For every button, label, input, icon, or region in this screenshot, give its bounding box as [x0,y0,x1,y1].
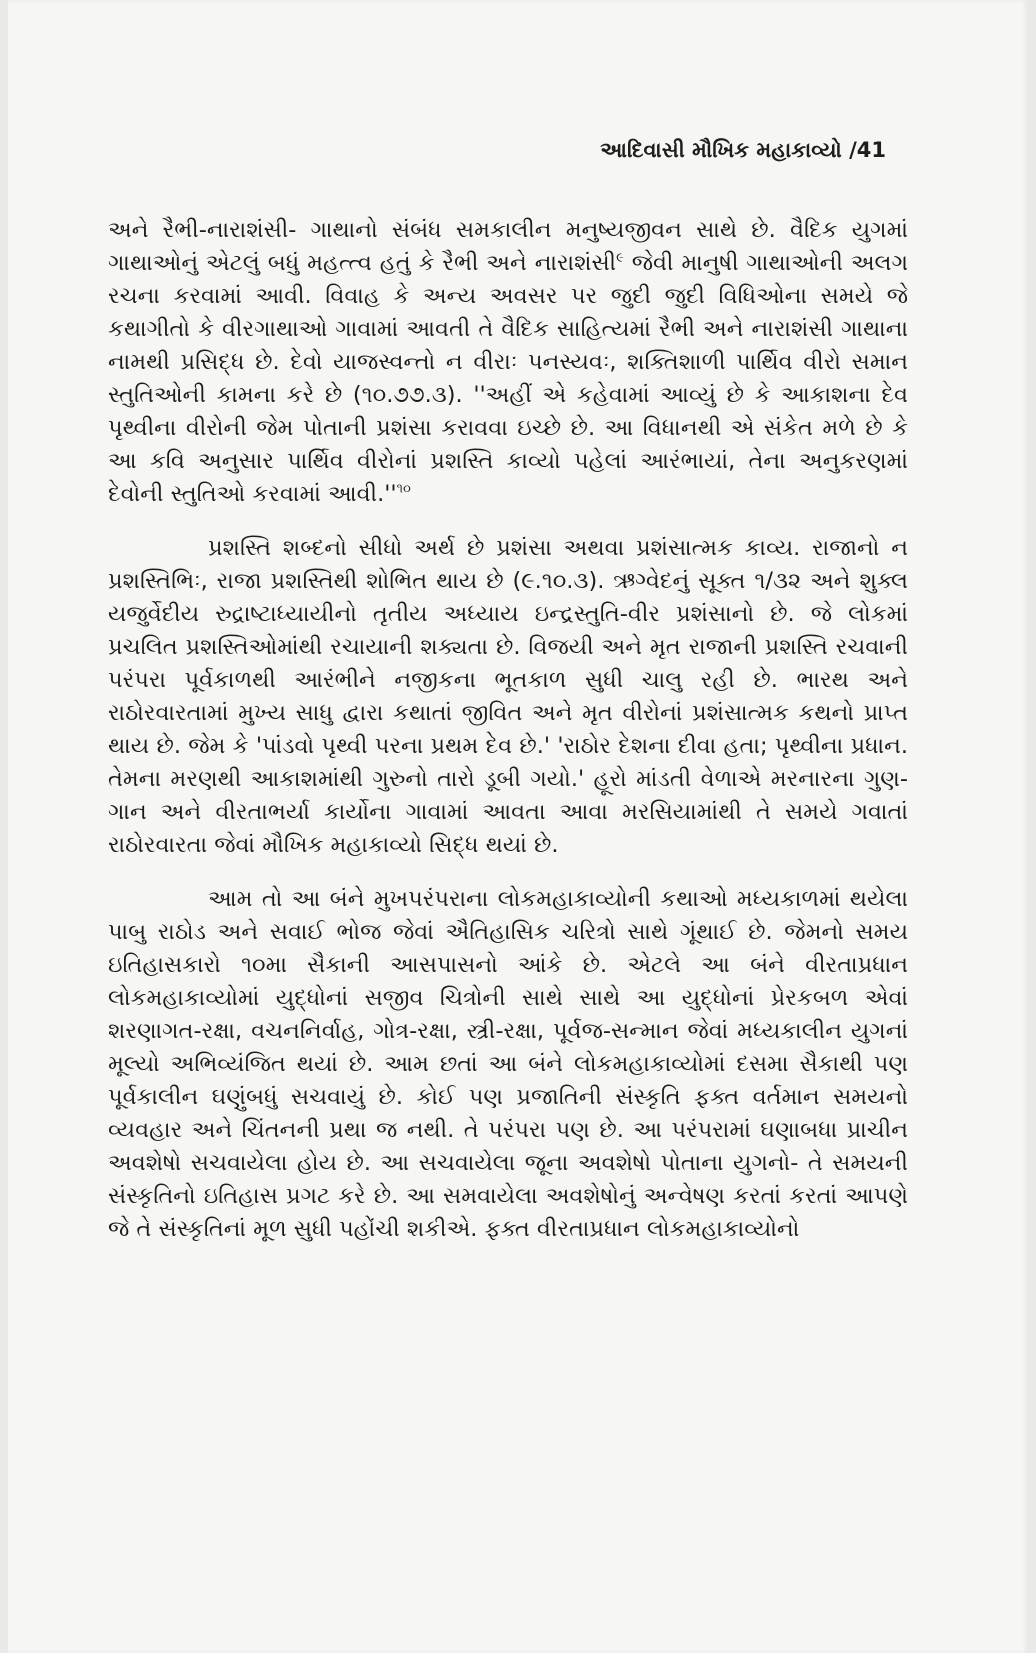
paragraph-1-text: અને રૈભી-નારાશંસી- ગાથાનો સંબંધ સમકાલીન મનુષ્યજીવન સાથે છે. વૈદિક યુગમાં ગાથાઓનું એટલું બધું મહત્ત્વ હતું કે રૈભી અને નારાશંસી [108,217,908,276]
paragraph-1-text-cont: જેવી માનુષી ગાથાઓની અલગ રચના કરવામાં આવી. વિવાહ કે અન્ય અવસર પર જુદી જુદી વિધિઓના સમયે જે કથાગીતો કે વીરગાથાઓ ગાવામાં આવતી તે વૈદિક સાહિત્યમાં રૈભી અને નારાશંસી ગાથાના નામથી પ્રસિદ્ધ છે. દેવો યાજસ્વન્તો ન વીરાઃ પનસ્યવઃ, શક્તિશાળી પાર્થિવ વીરો સમાન સ્તુતિઓની કામના કરે છે (૧૦.૭૭.૩). ''અહીં એ કહેવામાં આવ્યું છે કે આકાશના દેવ પૃથ્વીના વીરોની જેમ પોતાની પ્રશંસા કરાવવા ઇચ્છે છે. આ વિધાનથી એ સંકેત મળે છે કે આ કવિ અનુસાર પાર્થિવ વીરોનાં પ્રશસ્તિ કાવ્યો પહેલાં આરંભાયાં, તેના અનુકરણમાં દેવોની સ્તુતિઓ કરવામાં આવી.'' [108,250,908,507]
paragraph-2: પ્રશસ્તિ શબ્દનો સીધો અર્થ છે પ્રશંસા અથવા પ્રશંસાત્મક કાવ્ય. રાજાનો ન પ્રશસ્તિભિઃ, રાજા પ્રશસ્તિથી શોભિત થાય છે (૯.૧૦.૩). ઋગ્વેદનું સૂક્ત ૧/૩૨ અને શુક્લ યજુર્વેદીય રુદ્રાષ્ટાધ્યાયીનો તૃતીય અધ્યાય ઇન્દ્રસ્તુતિ-વીર પ્રશંસાનો છે. જે લોકમાં પ્રચલિત પ્રશસ્તિઓમાંથી રચાયાની શક્યતા છે. વિજયી અને મૃત રાજાની પ્રશસ્તિ રચવાની પરંપરા પૂર્વકાળથી આરંભીને નજીકના ભૂતકાળ સુધી ચાલુ રહી છે. ભારથ અને રાઠોરવારતામાં મુખ્ય સાધુ દ્વારા કથાતાં જીવિત અને મૃત વીરોનાં પ્રશંસાત્મક કથનો પ્રાપ્ત થાય છે. જેમ કે 'પાંડવો પૃથ્વી પરના પ્રથમ દેવ છે.' 'રાઠોર દેશના દીવા હતા; પૃથ્વીના પ્રધાન. તેમના મરણથી આકાશમાંથી ગુરુનો તારો ડૂબી ગયો.' હૂરો માંડતી વેળાએ મરનારના ગુણ-ગાન અને વીરતાભર્યા કાર્યોના ગાવામાં આવતા આવા મરસિયામાંથી તે સમયે ગવાતાં રાઠોરવારતા જેવાં મૌખિક મહાકાવ્યો સિદ્ધ થયાં છે. [108,535,908,858]
running-header: આદિવાસી મૌખિક મહાકાવ્યો /41 [600,138,886,162]
body-text [108,214,908,1267]
footnote-ref-10: ૧૦ [396,481,411,497]
paragraph-3: આમ તો આ બંને મુખપરંપરાના લોકમહાકાવ્યોની કથાઓ મધ્યકાળમાં થયેલા પાબુ રાઠોડ અને સવાઈ ભોજ જેવાં ઐતિહાસિક ચરિત્રો સાથે ગૂંથાઈ છે. જેમનો સમય ઇતિહાસકારો ૧૦મા સૈકાની આસપાસનો આંકે છે. એટલે આ બંને વીરતાપ્રધાન લોકમહાકાવ્યોમાં યુદ્ધોનાં સજીવ ચિત્રોની સાથે સાથે આ યુદ્ધોનાં પ્રેરકબળ એવાં શરણાગત-રક્ષા, વચનનિર્વાહ, ગોત્ર-રક્ષા, સ્ત્રી-રક્ષા, પૂર્વજ-સન્માન જેવાં મધ્યકાલીન યુગનાં મૂલ્યો અભિવ્યંજિત થયાં છે. આમ છતાં આ બંને લોકમહાકાવ્યોમાં દસમા સૈકાથી પણ પૂર્વકાલીન ઘણુંબધું સચવાયું છે. કોઈ પણ પ્રજાતિની સંસ્કૃતિ ફક્ત વર્તમાન સમયનો વ્યવહાર અને ચિંતનની પ્રથા જ નથી. તે પરંપરા પણ છે. આ પરંપરામાં ઘણાબધા પ્રાચીન અવશેષો સચવાયેલા હોય છે. આ સચવાયેલા જૂના અવશેષો પોતાના યુગનો- તે સમયની સંસ્કૃતિનો ઇતિહાસ પ્રગટ કરે છે. આ સમવાયેલા અવશેષોનું અન્વેષણ કરતાં કરતાં આપણે જે તે સંસ્કૃતિનાં મૂળ સુધી પહોંચી શકીએ. ફક્ત વીરતાપ્રધાન લોકમહાકાવ્યોનો [108,886,908,1242]
book-page [8,0,1028,1653]
footnote-ref-9: ૯ [616,250,624,266]
paragraph-1 [108,214,908,511]
